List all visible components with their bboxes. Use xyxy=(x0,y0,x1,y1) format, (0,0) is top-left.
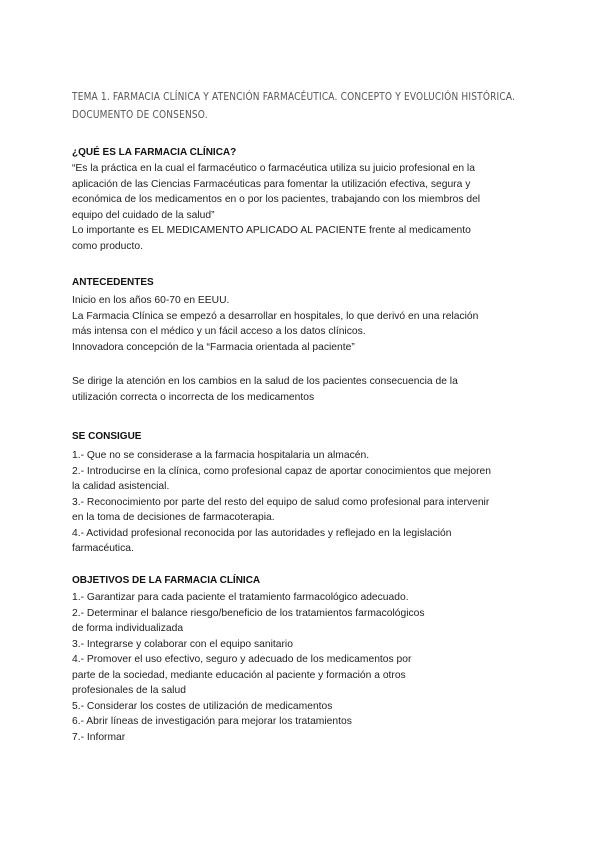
paragraph-line: Innovadora concepción de la “Farmacia orientada al paciente” xyxy=(72,341,355,353)
paragraph-line: utilización correcta o incorrecta de los medicamentos xyxy=(72,391,315,403)
paragraph-line: “Es la práctica en la cual el farmacéutico o farmacéutica utiliza su juicio profesional en la xyxy=(72,163,475,174)
paragraph-line: equipo del cuidado de la salud” xyxy=(72,209,215,221)
list-item: 2.- Determinar el balance riesgo/beneficio de los tratamientos farmacológicos xyxy=(72,607,425,619)
title-line-1: TEMA 1. FARMACIA CLÍNICA Y ATENCIÓN FARMACÉUTICA. CONCEPTO Y EVOLUCIÓN HISTÓRICA. xyxy=(72,91,516,103)
paragraph-line: aplicación de las Ciencias Farmacéuticas para fomentar la utilización efectiva, segura y xyxy=(72,178,471,190)
paragraph-line: Se dirige la atención en los cambios en la salud de los pacientes consecuencia de la xyxy=(72,376,458,387)
antecedentes-paragraph-2 xyxy=(72,374,542,405)
section-heading: ANTECEDENTES xyxy=(72,277,154,288)
paragraph-line: como producto. xyxy=(72,240,143,252)
list-item: 1.- Que no se considerase a la farmacia hospitalaria un almacén. xyxy=(72,450,370,461)
list-item: 6.- Abrir líneas de investigación para mejorar los tratamientos xyxy=(72,716,352,727)
paragraph-line: económica de los medicamentos en o por los pacientes, trabajando con los miembros del xyxy=(72,194,481,205)
section-que-es xyxy=(72,145,542,254)
list-item: farmacéutica. xyxy=(72,543,134,554)
list-item: profesionales de la salud xyxy=(72,685,186,696)
list-item: parte de la sociedad, mediante educación al paciente y formación a otros xyxy=(72,669,406,681)
list-item: 1.- Garantizar para cada paciente el tratamiento farmacológico adecuado. xyxy=(72,592,409,603)
section-objetivos xyxy=(72,573,542,745)
section-heading: OBJETIVOS DE LA FARMACIA CLÍNICA xyxy=(72,575,261,586)
title-line-2: DOCUMENTO DE CONSENSO. xyxy=(72,109,208,121)
list-item: la calidad asistencial. xyxy=(72,481,170,492)
list-item: 4.- Promover el uso efectivo, seguro y adecuado de los medicamentos por xyxy=(72,654,412,665)
list-item: 7.- Informar xyxy=(72,731,126,743)
paragraph-line: La Farmacia Clínica se empezó a desarrollar en hospitales, lo que derivó en una relación xyxy=(72,310,479,322)
section-heading: ¿QUÉ ES LA FARMACIA CLÍNICA? xyxy=(72,147,237,158)
list-item: 4.- Actividad profesional reconocida por las autoridades y reflejado en la legislación xyxy=(72,527,452,539)
paragraph-line: Lo importante es EL MEDICAMENTO APLICADO AL PACIENTE frente al medicamento xyxy=(72,225,471,236)
list-item: de forma individualizada xyxy=(72,623,184,634)
section-antecedentes xyxy=(72,275,542,355)
paragraph-line: Inicio en los años 60-70 en EEUU. xyxy=(72,295,230,306)
list-item: 3.- Integrarse y colaborar con el equipo sanitario xyxy=(72,638,293,650)
list-item: 3.- Reconocimiento por parte del resto del equipo de salud como profesional para intervenir xyxy=(72,496,490,508)
document-title xyxy=(72,88,516,124)
section-heading: SE CONSIGUE xyxy=(72,431,142,442)
list-item: 2.- Introducirse en la clínica, como profesional capaz de aportar conocimientos que mejoren xyxy=(72,465,491,477)
paragraph-line: más intensa con el médico y un fácil acceso a los datos clínicos. xyxy=(72,326,366,337)
list-item: en la toma de decisiones de farmacoterapia. xyxy=(72,512,275,523)
section-se-consigue xyxy=(72,429,542,557)
list-item: 5.- Considerar los costes de utilización de medicamentos xyxy=(72,700,333,712)
